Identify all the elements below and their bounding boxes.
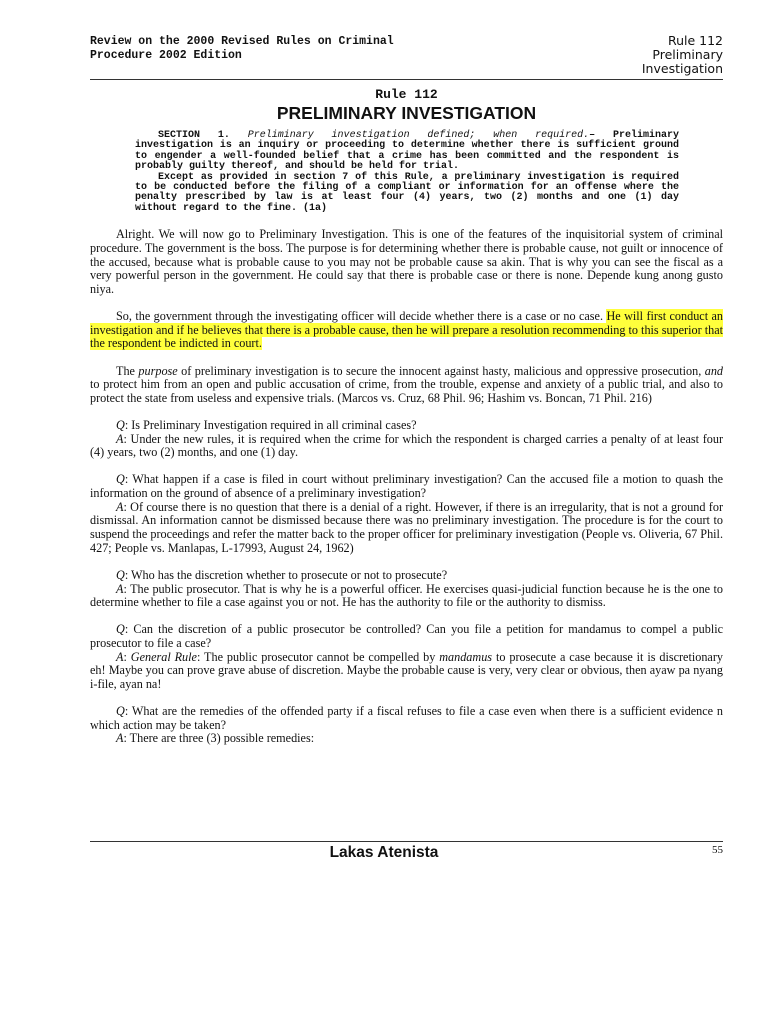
colon: : <box>123 581 131 596</box>
answer-4 <box>90 651 723 692</box>
answer-3 <box>90 583 723 610</box>
answer-4-text-a: : The public prosecutor cannot be compelled by <box>196 649 440 664</box>
q-label: Q <box>116 567 125 582</box>
q-label: Q <box>116 417 125 432</box>
question-4-text: Can the discretion of a public prosecutor be controlled? Can you file a petition for mandamus to compel a public prosecutor to file a case? <box>90 622 723 650</box>
question-1 <box>90 419 723 433</box>
question-5 <box>90 705 723 732</box>
footer-divider <box>90 841 723 842</box>
paragraph-intro: Alright. We will now go to Preliminary Investigation. This is one of the features of the inquisitorial system of criminal procedure. The government is the boss. The purpose is for determining whether there is probable cause, not guilt or innocence of the accused, because what is probable cause to you may not be probable cause sa akin. That is why you can see the fiscal as a very powerful person in the government. He could say that there is probable case or there is none. Depende kung anong gusto niya. <box>90 227 723 296</box>
answer-3-text: The public prosecutor. That is why he is a powerful officer. He exercises quasi-judicial function because he is the one to determine whether to file a case against you or not. He has the authority to file or the authority to dismiss. <box>90 581 723 610</box>
rule-number: Rule 112 <box>375 87 438 102</box>
a-label: A <box>116 731 124 746</box>
header-left-line1: Review on the 2000 Revised Rules on Criminal <box>90 35 394 48</box>
colon: : <box>123 499 131 514</box>
answer-5-text: There are three (3) possible remedies: <box>129 731 315 746</box>
purpose-emphasis: purpose <box>138 363 178 378</box>
header-right-line1: Rule 112 <box>667 33 723 48</box>
purpose-text-c: to protect him from an open and public accusation of crime, from the trouble, expense and anxiety of a public trial, and also to protect the state from useless and expensive trials. (Marcos vs. Cruz, 68 Phil. 96; Hashim vs. Boncan, 71 Phil. 216) <box>90 377 723 405</box>
header-right-line2: Preliminary <box>652 47 723 62</box>
paragraph-purpose <box>90 365 723 406</box>
question-3 <box>90 569 723 583</box>
header-right-line3: Investigation <box>641 61 723 76</box>
colon: : <box>124 567 132 582</box>
question-2-text: What happen if a case is filed in court without preliminary investigation? Can the accused file a motion to quash the information on the ground of absence of a preliminary investigation? <box>90 472 724 501</box>
and-emphasis: and <box>704 363 724 378</box>
answer-2 <box>90 501 723 556</box>
colon: : <box>123 649 131 664</box>
answer-2-text: Of course there is no question that there is a denial of a right. However, if there is an irregularity, that is not a ground for dismissal. An information cannot be dismissed because there was no preliminary investigation. The procedure is for the court to suspend the proceedings and refer the matter back to the proper officer for preliminary investigation (People vs. Oliveria, 67 Phil. 427; People vs. Manlapas, L-17993, August 24, 1962) <box>90 499 724 555</box>
colon: : <box>124 417 132 432</box>
rule-title: PRELIMINARY INVESTIGATION <box>276 103 537 123</box>
section-label: SECTION 1. <box>158 130 230 141</box>
a-label: A <box>116 499 124 514</box>
colon: : <box>124 622 134 637</box>
question-3-text: Who has the discretion whether to prosecute or not to prosecute? <box>131 567 448 582</box>
paragraph-government-text: So, the government through the investigating officer will decide whether there is a case or no case. <box>116 309 604 324</box>
header-left-line2: Procedure 2002 Edition <box>90 49 242 62</box>
answer-1-text: Under the new rules, it is required when the crime for which the respondent is charged carries a penalty of at least four (4) years, two (2) months, and one (1) day. <box>90 431 723 460</box>
answer-1 <box>90 433 723 460</box>
header-rule-label <box>642 34 723 76</box>
purpose-text-a: The <box>116 363 139 378</box>
purpose-text-b: of preliminary investigation is to secure the innocent against hasty, malicious and oppressive prosecution, <box>177 363 705 378</box>
colon: : <box>124 472 133 487</box>
colon: : <box>123 731 130 746</box>
colon: : <box>124 704 132 719</box>
a-label: A <box>116 581 124 596</box>
answer-5 <box>90 732 723 746</box>
section-title: Preliminary investigation defined; when required. <box>229 130 590 141</box>
highlighted-text: He will first conduct an investigation and if he believes that there is a probable cause, then he will prepare a resolution recommending to this superior that the respondent be indicted in court. <box>90 309 724 351</box>
paragraph-government <box>90 310 723 351</box>
running-header <box>90 33 723 80</box>
q-label: Q <box>116 622 125 637</box>
question-2 <box>90 473 723 500</box>
q-label: Q <box>116 472 125 487</box>
discussion-body <box>90 228 723 746</box>
section-text: – Preliminary investigation is an inquiry or proceeding to determine whether there is sufficient ground to engender a well-founded belief that a crime has been committed and the respondent is probably guilty thereof, and should be held for trial. <box>135 130 679 173</box>
page-number: 55 <box>712 844 723 856</box>
question-4 <box>90 623 723 650</box>
header-book-title <box>90 35 394 63</box>
general-rule-emphasis: General Rule <box>130 649 197 664</box>
q-label: Q <box>116 704 125 719</box>
a-label: A <box>116 431 124 446</box>
question-5-text: What are the remedies of the offended party if a fiscal refuses to file a case even when there is a sufficient evidence n which action may be taken? <box>90 704 724 732</box>
footer-publisher: Lakas Atenista <box>329 844 439 861</box>
question-1-text: Is Preliminary Investigation required in all criminal cases? <box>131 417 417 432</box>
exception-paragraph: Except as provided in section 7 of this Rule, a preliminary investigation is required to be conducted before the filing of a compliant or information for an offense where the penalty prescribed by law is at least four (4) years, two (2) months and one (1) day without regard to the fine. (1a) <box>135 171 679 214</box>
codal-provision <box>135 131 679 214</box>
colon: : <box>123 431 131 446</box>
mandamus-emphasis: mandamus <box>439 649 493 664</box>
section-1-paragraph <box>135 131 679 173</box>
answer-4-text-b: to prosecute a case because it is discretionary eh! Maybe you can prove grave abuse of discretion. Maybe the probable cause is very, very clear or obvious, then ayaw pa nyang i-file, ayan na! <box>90 649 723 691</box>
document-page <box>90 33 723 746</box>
a-label: A <box>116 649 124 664</box>
